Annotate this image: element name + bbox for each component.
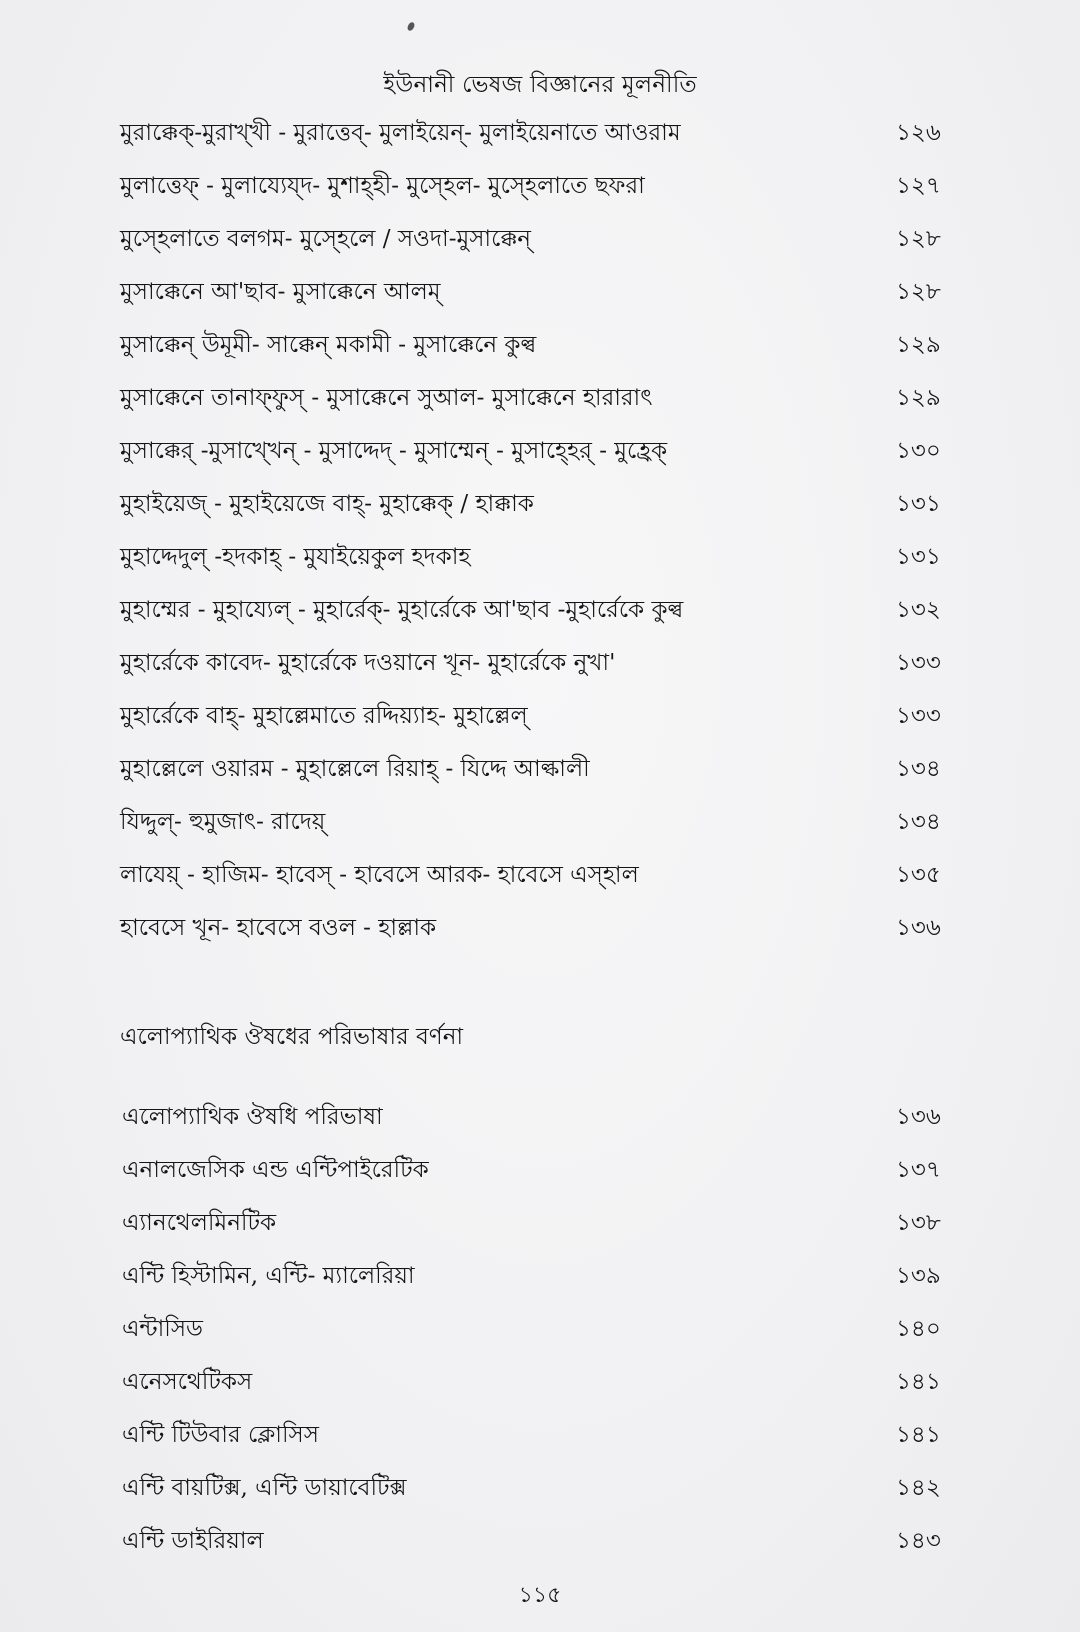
toc-entry (0, 749, 1080, 789)
toc-entry-page: ১৩৬ (896, 915, 941, 941)
section-entry-page: ১৪১ (896, 1422, 941, 1448)
toc-entry-title: মুহার্রেকে কাবেদ- মুহার্রেকে দওয়ানে খূন- মুহার্রেকে নুখা' (120, 650, 616, 676)
toc-entry-page: ১৩০ (896, 438, 941, 464)
section-entry (0, 1256, 1080, 1296)
toc-entry-page: ১২৮ (896, 226, 941, 252)
toc-entry (0, 908, 1080, 948)
toc-entry-page: ১৩৪ (896, 809, 941, 835)
toc-entry-page: ১২৮ (896, 279, 941, 305)
toc-entry (0, 325, 1080, 365)
section-entry-title: এলোপ্যাথিক ঔষধি পরিভাষা (122, 1104, 383, 1130)
toc-entry-title: মুলাত্তেফ্ - মুলায্যেয্দ- মুশাহ্হী- মুস্হেল- মুস্হেলাতে ছফরা (120, 173, 645, 199)
toc-entry-title: মুহাইয়েজ্ - মুহাইয়েজে বাহ্- মুহাক্কেক্ / হাক্কাক (120, 491, 534, 517)
page-number: ১১৫ (518, 1583, 562, 1608)
toc-entry-title: মুসাক্কেনে তানাফ্ফুস্ - মুসাক্কেনে সুআল- মুসাক্কেনে হারারাৎ (120, 385, 653, 411)
section-entry-title: এন্টি ডাইরিয়াল (122, 1528, 264, 1554)
section-entry-page: ১৩৬ (896, 1104, 941, 1130)
section-entry-title: এনালজেসিক এন্ড এন্টিপাইরেটিক (122, 1157, 429, 1183)
toc-entry-title: মুহাদ্দেদুল্ -হদকাহ্ - মুযাইয়েকুল হদকাহ (120, 544, 471, 570)
toc-entry-page: ১৩২ (896, 597, 941, 623)
section-entry-page: ১৪২ (896, 1475, 941, 1501)
section-entry-title: এন্টি বায়টিক্স, এন্টি ডায়াবেটিক্স (122, 1475, 407, 1501)
toc-entry (0, 484, 1080, 524)
toc-entry (0, 537, 1080, 577)
toc-entry (0, 643, 1080, 683)
toc-entry (0, 590, 1080, 630)
section-entry-title: এন্টি হিস্টামিন, এন্টি- ম্যালেরিয়া (122, 1263, 415, 1289)
toc-entry-title: মুহাম্মের - মুহায্যেল্ - মুহার্রেক্- মুহার্রেকে আ'ছাব -মুহার্রেকে কুল্ব (120, 597, 684, 623)
section-entry (0, 1309, 1080, 1349)
section-entry (0, 1097, 1080, 1137)
ink-speck (406, 21, 416, 32)
section-entry-title: এন্টাসিড (122, 1316, 203, 1342)
toc-entry-title: মুসাক্কেনে আ'ছাব- মুসাক্কেনে আলম্ (120, 279, 441, 305)
toc-entry (0, 113, 1080, 153)
section-entry (0, 1468, 1080, 1508)
toc-entry (0, 802, 1080, 842)
toc-entry-page: ১৩৩ (896, 650, 941, 676)
section-entry-page: ১৩৮ (896, 1210, 941, 1236)
section-entry-page: ১৪৩ (896, 1528, 941, 1554)
section-heading: এলোপ্যাথিক ঔষধের পরিভাষার বর্ণনা (120, 1024, 464, 1050)
toc-entry-title: লাযেয়্ - হাজিম- হাবেস্ - হাবেসে আরক- হাবেসে এস্হাল (120, 862, 639, 888)
section-entry (0, 1521, 1080, 1561)
toc-entry (0, 272, 1080, 312)
section-entry-title: এ্যানথেলমিনটিক (122, 1210, 277, 1236)
toc-entry (0, 431, 1080, 471)
toc-entry-page: ১৩৪ (896, 756, 941, 782)
section-entry-title: এন্টি টিউবার ক্লোসিস (122, 1422, 319, 1448)
toc-entry (0, 378, 1080, 418)
toc-entry-title: মুহার্রেকে বাহ্- মুহাল্লেমাতে রদ্দিয়্যাহ- মুহাল্লেল্ (120, 703, 528, 729)
section-entry-page: ১৪০ (896, 1316, 941, 1342)
section-entry-page: ১৪১ (896, 1369, 941, 1395)
section-entry (0, 1150, 1080, 1190)
toc-entry-page: ১২৯ (896, 332, 941, 358)
toc-entry-page: ১৩৩ (896, 703, 941, 729)
toc-entry-page: ১৩১ (896, 544, 941, 570)
section-entry (0, 1203, 1080, 1243)
toc-entry (0, 166, 1080, 206)
toc-entry-title: মুসাক্কেন্ উমূমী- সাক্কেন্ মকামী - মুসাক্কেনে কুল্ব (120, 332, 537, 358)
toc-entry-page: ১৩৫ (896, 862, 941, 888)
toc-entry-title: মুরাক্কেক্-মুরাখ্খী - মুরাত্তেব্- মুলাইয়েন্- মুলাইয়েনাতে আওরাম (120, 120, 681, 146)
toc-entry (0, 219, 1080, 259)
toc-entry-title: যিদ্দুল্- হুমুজাৎ- রাদেয়্ (120, 809, 326, 835)
toc-entry (0, 855, 1080, 895)
toc-entry-title: মুসাক্কের্ -মুসাখ্খেন্ - মুসাদ্দেদ্ - মুসাম্মেন্ - মুসাহ্হের্ - মুহ্রেক্ (120, 438, 668, 464)
toc-entry-page: ১২৯ (896, 385, 941, 411)
section-entry-page: ১৩৯ (896, 1263, 941, 1289)
section-entry-title: এনেসথেটিকস (122, 1369, 253, 1395)
toc-entry-page: ১২৭ (896, 173, 941, 199)
section-entry (0, 1415, 1080, 1455)
toc-entry (0, 696, 1080, 736)
running-header: ইউনানী ভেষজ বিজ্ঞানের মূলনীতি (383, 72, 697, 98)
toc-entry-title: মুস্হেলাতে বলগম- মুস্হেলে / সওদা-মুসাক্কেন্ (120, 226, 531, 252)
toc-entry-title: হাবেসে খূন- হাবেসে বওল - হাল্লাক (120, 915, 437, 941)
toc-entry-page: ১২৬ (896, 120, 941, 146)
section-entry-page: ১৩৭ (896, 1157, 941, 1183)
toc-entry-title: মুহাল্লেলে ওয়ারম - মুহাল্লেলে রিয়াহ্ - যিদ্দে আল্কালী (120, 756, 590, 782)
toc-entry-page: ১৩১ (896, 491, 941, 517)
section-entry (0, 1362, 1080, 1402)
